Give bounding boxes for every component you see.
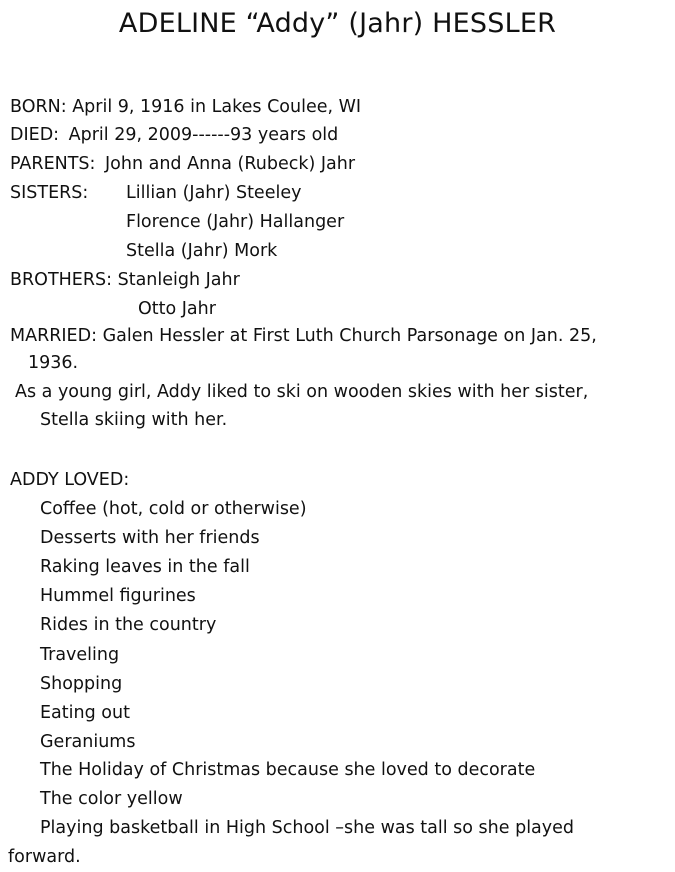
brother-name: Stanleigh Jahr bbox=[117, 270, 240, 290]
loved-item: Hummel figurines bbox=[40, 586, 196, 606]
loved-item: Geraniums bbox=[40, 732, 136, 752]
parents-line bbox=[10, 151, 355, 177]
loved-item: Eating out bbox=[40, 703, 130, 723]
loved-heading: ADDY LOVED: bbox=[10, 470, 130, 490]
sisters-label: SISTERS: bbox=[10, 183, 89, 203]
brothers-line bbox=[10, 267, 240, 293]
parents-label: PARENTS: bbox=[10, 154, 96, 174]
page-title: ADELINE “Addy” (Jahr) HESSLER bbox=[118, 8, 557, 39]
parents-value: John and Anna (Rubeck) Jahr bbox=[105, 154, 356, 174]
loved-item: Playing basketball in High School –she was tall so she played bbox=[40, 818, 575, 838]
died-line bbox=[10, 122, 338, 148]
married-continuation: 1936. bbox=[28, 353, 79, 373]
loved-item-continuation: forward. bbox=[8, 847, 81, 867]
sister-name: Lillian (Jahr) Steeley bbox=[126, 183, 302, 203]
married-value: Galen Hessler at First Luth Church Parsonage on Jan. 25, bbox=[102, 326, 597, 346]
married-line bbox=[10, 323, 597, 349]
loved-item: Rides in the country bbox=[40, 615, 217, 635]
born-label: BORN: bbox=[10, 97, 67, 117]
married-label: MARRIED: bbox=[10, 326, 97, 346]
loved-item: The color yellow bbox=[40, 789, 183, 809]
loved-item: Traveling bbox=[40, 645, 120, 665]
died-value: April 29, 2009------93 years old bbox=[68, 125, 339, 145]
born-line bbox=[10, 94, 361, 120]
brother-name: Otto Jahr bbox=[138, 299, 216, 319]
loved-item: Shopping bbox=[40, 674, 123, 694]
story-continuation: Stella skiing with her. bbox=[40, 410, 228, 430]
story-line: As a young girl, Addy liked to ski on wooden skies with her sister, bbox=[15, 382, 589, 402]
loved-item: Coffee (hot, cold or otherwise) bbox=[40, 499, 307, 519]
brothers-label: BROTHERS: bbox=[10, 270, 113, 290]
died-label: DIED: bbox=[10, 125, 60, 145]
born-value: April 9, 1916 in Lakes Coulee, WI bbox=[72, 97, 362, 117]
loved-item: Desserts with her friends bbox=[40, 528, 260, 548]
loved-item: Raking leaves in the fall bbox=[40, 557, 250, 577]
sister-name: Florence (Jahr) Hallanger bbox=[126, 212, 345, 232]
sister-name: Stella (Jahr) Mork bbox=[126, 241, 278, 261]
loved-item: The Holiday of Christmas because she loved to decorate bbox=[40, 760, 536, 780]
